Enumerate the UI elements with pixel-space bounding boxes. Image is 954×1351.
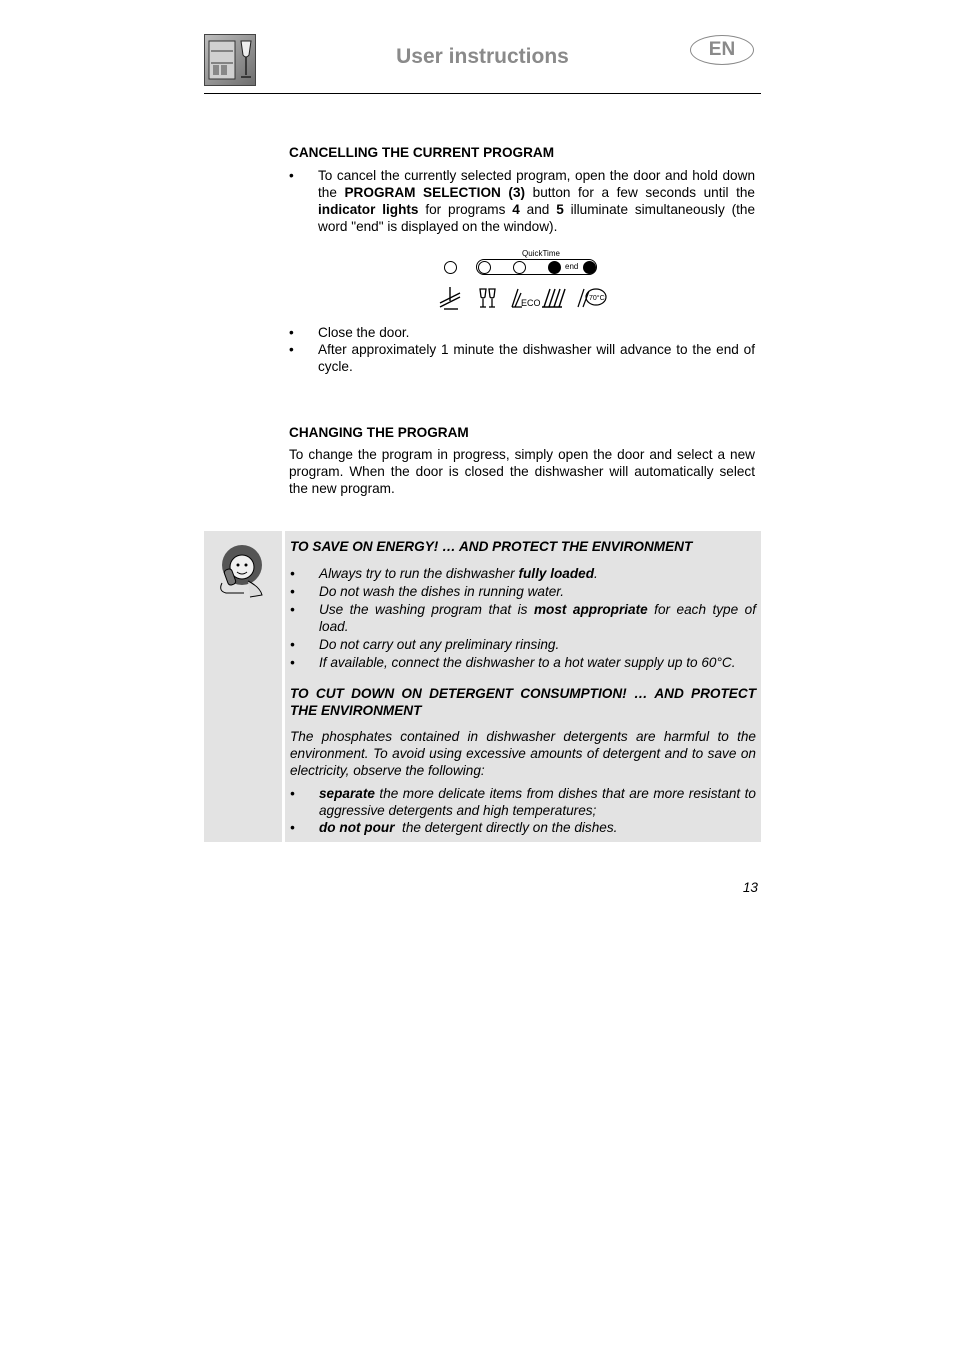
detergent-list xyxy=(290,785,756,836)
indicator-light-5 xyxy=(583,261,596,274)
list-item: • After approximately 1 minute the dishwasher will advance to the end of cycle. xyxy=(289,341,755,375)
program-icons xyxy=(438,285,610,311)
list-item: • To cancel the currently selected program, open the door and hold down the PROGRAM SELECTION (3) button for a few seconds until the indicator lights for programs 4 and 5 illuminate simultaneously (the word "end" is displayed on the window). xyxy=(289,167,755,235)
cancel-bullets xyxy=(289,167,755,235)
indicator-light-4 xyxy=(548,261,561,274)
section-title: CANCELLING THE CURRENT PROGRAM xyxy=(289,145,555,160)
header-divider xyxy=(204,93,761,94)
glasses-icon xyxy=(480,289,495,307)
page-title: User instructions xyxy=(396,45,569,68)
change-section xyxy=(289,424,755,497)
cancel-section xyxy=(289,144,755,235)
indicator-light-3 xyxy=(513,261,526,274)
section-title: CHANGING THE PROGRAM xyxy=(289,425,469,440)
list-item: • Close the door. xyxy=(289,324,755,341)
list-item: • Do not wash the dishes in running water. xyxy=(290,583,756,600)
list-item: • If available, connect the dishwasher to a hot water supply up to 60°C. xyxy=(290,654,756,671)
control-panel-diagram xyxy=(436,247,616,313)
pre-wash-icon xyxy=(440,287,460,309)
cancel-section-continued xyxy=(289,324,755,375)
indicator-light-2 xyxy=(478,261,491,274)
energy-title: TO SAVE ON ENERGY! … AND PROTECT THE ENVIRONMENT xyxy=(290,539,693,554)
intensive-icon xyxy=(542,289,565,307)
woman-on-phone-icon xyxy=(204,531,282,611)
list-item: • do not pour the detergent directly on the dishes. xyxy=(290,819,756,836)
section-text: To change the program in progress, simply open the door and select a new program. When the door is closed the dishwasher will automatically select the new program. xyxy=(289,447,755,496)
page-number: 13 xyxy=(742,880,758,895)
70c-text: 70°C xyxy=(589,295,605,302)
list-item: • Always try to run the dishwasher fully loaded. xyxy=(290,565,756,582)
language-badge: EN xyxy=(690,35,754,65)
tip-illustration-column xyxy=(204,531,282,842)
end-label: end xyxy=(565,262,579,271)
indicator-light-1 xyxy=(444,261,457,274)
energy-list xyxy=(290,565,756,671)
detergent-text: The phosphates contained in dishwasher detergents are harmful to the environment. To avoid using excessive amounts of detergent and to save on electricity, observe the following: xyxy=(290,729,756,778)
dishwasher-logo-icon xyxy=(204,34,256,86)
eco-text: ECO xyxy=(521,298,541,308)
list-item: • Do not carry out any preliminary rinsing. xyxy=(290,636,756,653)
detergent-title: TO CUT DOWN ON DETERGENT CONSUMPTION! … AND PROTECT THE ENVIRONMENT xyxy=(290,686,756,718)
list-item: • separate the more delicate items from dishes that are more resistant to aggressive detergents and high temperatures; xyxy=(290,785,756,819)
cancel-bullets-2 xyxy=(289,324,755,375)
list-item: • Use the washing program that is most appropriate for each type of load. xyxy=(290,601,756,635)
quicktime-label: QuickTime xyxy=(522,249,560,258)
energy-tips xyxy=(290,538,756,671)
detergent-tips xyxy=(290,685,756,836)
